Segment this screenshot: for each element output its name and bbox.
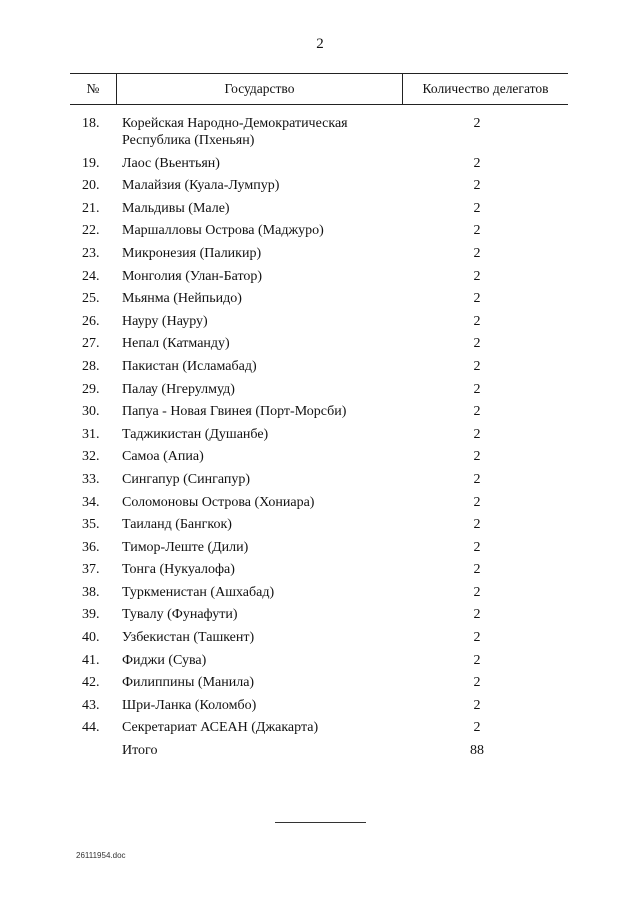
row-delegate-count: 2 (473, 539, 481, 555)
row-state (122, 629, 452, 646)
table-row (70, 426, 568, 443)
row-delegate-count: 2 (473, 200, 481, 216)
table-header (70, 73, 568, 105)
row-number: 43. (82, 697, 100, 713)
state-line: Мальдивы (Мале) (122, 200, 230, 216)
row-number: 26. (82, 313, 100, 329)
table-row (70, 606, 568, 623)
row-delegate-count: 2 (473, 178, 481, 194)
row-state (122, 539, 452, 556)
state-line: Секретариат АСЕАН (Джакарта) (122, 720, 319, 736)
table-row (70, 245, 568, 262)
state-line: Палау (Нгерулмуд) (122, 381, 235, 397)
row-number: 30. (82, 404, 100, 420)
row-state (122, 335, 452, 352)
row-state (122, 313, 452, 330)
row-number: 32. (82, 449, 100, 465)
state-line: Микронезия (Паликир) (122, 245, 262, 261)
state-line: Тимор-Леште (Дили) (122, 539, 249, 555)
table-row (70, 155, 568, 172)
state-line: Непал (Катманду) (122, 336, 230, 352)
row-delegate-count: 2 (473, 652, 481, 668)
state-line: Корейская Народно-Демократическая (122, 116, 348, 131)
table-row (70, 629, 568, 646)
table-row (70, 674, 568, 691)
row-delegate-count: 2 (473, 116, 481, 131)
row-number: 34. (82, 494, 100, 510)
row-delegate-count: 2 (473, 336, 481, 352)
row-number: 44. (82, 720, 100, 736)
row-state (122, 719, 452, 736)
row-state (122, 222, 452, 239)
state-line: Таиланд (Бангкок) (122, 517, 232, 533)
row-number: 24. (82, 268, 100, 284)
table-row (70, 115, 568, 149)
table-row (70, 584, 568, 601)
row-number: 18. (82, 116, 100, 131)
table-row (70, 719, 568, 736)
total-label: Итого (122, 743, 158, 759)
row-state (122, 177, 452, 194)
row-state (122, 494, 452, 511)
table-row (70, 177, 568, 194)
state-line: Республика (Пхеньян) (122, 133, 255, 148)
row-state (122, 516, 452, 533)
row-number: 41. (82, 652, 100, 668)
table-row (70, 516, 568, 533)
row-state (122, 245, 452, 262)
row-delegate-count: 2 (473, 426, 481, 442)
row-number: 29. (82, 381, 100, 397)
table-row (70, 697, 568, 714)
row-number: 31. (82, 426, 100, 442)
header-state: Государство (117, 74, 403, 104)
table-row (70, 561, 568, 578)
total-row (70, 742, 568, 759)
table-row (70, 652, 568, 669)
state-line: Сингапур (Сингапур) (122, 471, 250, 487)
state-line: Монголия (Улан-Батор) (122, 268, 263, 284)
table-row (70, 200, 568, 217)
file-code: 26111954.doc (76, 851, 126, 860)
table-row (70, 358, 568, 375)
state-line: Малайзия (Куала-Лумпур) (122, 178, 280, 194)
state-line: Таджикистан (Душанбе) (122, 426, 269, 442)
row-state (122, 115, 452, 149)
table-row (70, 290, 568, 307)
table-row (70, 448, 568, 465)
table-row (70, 403, 568, 420)
state-line: Шри-Ланка (Коломбо) (122, 697, 257, 713)
state-line: Маршалловы Острова (Маджуро) (122, 223, 324, 239)
state-line: Узбекистан (Ташкент) (122, 630, 255, 646)
state-line: Папуа - Новая Гвинея (Порт-Морсби) (122, 404, 347, 420)
row-number: 38. (82, 584, 100, 600)
table-row (70, 494, 568, 511)
total-count: 88 (470, 743, 484, 759)
row-delegate-count: 2 (473, 494, 481, 510)
row-delegate-count: 2 (473, 245, 481, 261)
row-state (122, 426, 452, 443)
row-number: 28. (82, 358, 100, 374)
row-state (122, 471, 452, 488)
row-number: 27. (82, 336, 100, 352)
state-line: Тувалу (Фунафути) (122, 607, 238, 623)
table-row (70, 381, 568, 398)
row-number: 33. (82, 471, 100, 487)
row-number: 36. (82, 539, 100, 555)
row-state (122, 584, 452, 601)
row-state (122, 268, 452, 285)
row-state (122, 606, 452, 623)
row-number: 39. (82, 607, 100, 623)
row-delegate-count: 2 (473, 381, 481, 397)
row-delegate-count: 2 (473, 697, 481, 713)
row-number: 23. (82, 245, 100, 261)
row-delegate-count: 2 (473, 562, 481, 578)
separator-line (275, 822, 366, 823)
table-row (70, 268, 568, 285)
state-line: Туркменистан (Ашхабад) (122, 584, 275, 600)
row-state (122, 448, 452, 465)
row-number: 37. (82, 562, 100, 578)
row-delegate-count: 2 (473, 607, 481, 623)
header-delegate-count: Количество делегатов (422, 81, 549, 96)
row-state (122, 403, 452, 420)
delegates-table (70, 73, 568, 765)
row-delegate-count: 2 (473, 517, 481, 533)
table-row (70, 471, 568, 488)
row-delegate-count: 2 (473, 584, 481, 600)
row-number: 25. (82, 291, 100, 307)
row-state (122, 155, 452, 172)
row-delegate-count: 2 (473, 358, 481, 374)
state-line: Филиппины (Манила) (122, 675, 255, 691)
row-delegate-count: 2 (473, 720, 481, 736)
page-number: 2 (316, 36, 324, 52)
table-row (70, 539, 568, 556)
row-delegate-count: 2 (473, 675, 481, 691)
row-delegate-count: 2 (473, 291, 481, 307)
table-body (70, 105, 568, 759)
row-delegate-count: 2 (473, 471, 481, 487)
table-row (70, 222, 568, 239)
row-state (122, 200, 452, 217)
row-number: 35. (82, 517, 100, 533)
row-number: 22. (82, 223, 100, 239)
state-line: Тонга (Нукуалофа) (122, 562, 235, 578)
row-delegate-count: 2 (473, 155, 481, 171)
state-line: Лаос (Вьентьян) (122, 155, 220, 171)
state-line: Науру (Науру) (122, 313, 208, 329)
row-delegate-count: 2 (473, 404, 481, 420)
row-state (122, 561, 452, 578)
state-line: Фиджи (Сува) (122, 652, 207, 668)
state-line: Соломоновы Острова (Хониара) (122, 494, 315, 510)
header-number: № (70, 74, 117, 104)
row-number: 21. (82, 200, 100, 216)
row-state (122, 674, 452, 691)
total-number-cell (70, 742, 122, 759)
row-state (122, 381, 452, 398)
table-row (70, 313, 568, 330)
state-line: Пакистан (Исламабад) (122, 358, 257, 374)
row-state (122, 290, 452, 307)
row-number: 40. (82, 630, 100, 646)
row-state (122, 652, 452, 669)
row-delegate-count: 2 (473, 268, 481, 284)
state-line: Мьянма (Нейпьидо) (122, 291, 242, 307)
row-delegate-count: 2 (473, 449, 481, 465)
row-number: 42. (82, 675, 100, 691)
table-row (70, 335, 568, 352)
state-line: Самоа (Апиа) (122, 449, 204, 465)
row-delegate-count: 2 (473, 630, 481, 646)
row-state (122, 697, 452, 714)
row-number: 20. (82, 178, 100, 194)
row-number: 19. (82, 155, 100, 171)
row-delegate-count: 2 (473, 223, 481, 239)
row-delegate-count: 2 (473, 313, 481, 329)
row-state (122, 358, 452, 375)
